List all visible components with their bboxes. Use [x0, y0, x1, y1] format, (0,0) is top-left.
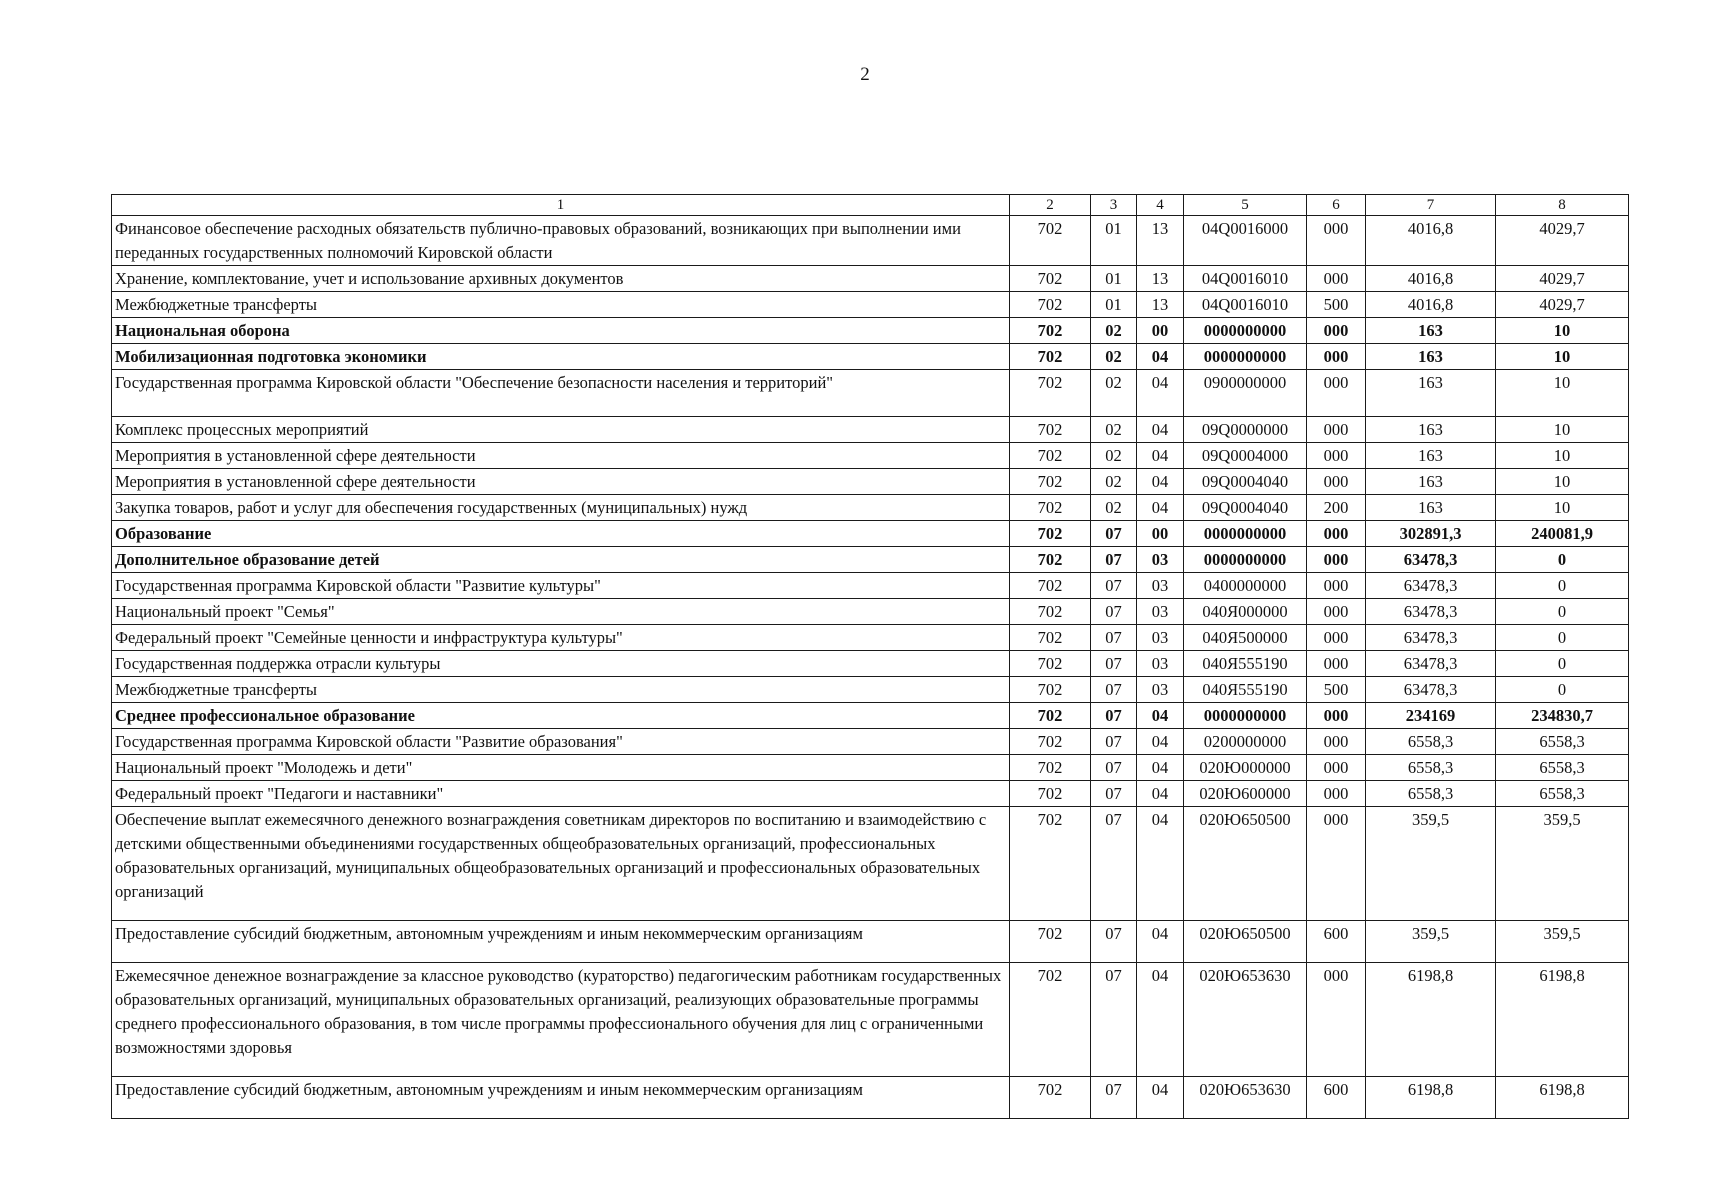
row-subsection: 03 [1137, 573, 1184, 599]
row-expense-type: 000 [1307, 417, 1366, 443]
row-code-ministry: 702 [1010, 344, 1091, 370]
table-row [112, 755, 1629, 781]
row-section: 07 [1091, 547, 1137, 573]
row-amount-2: 10 [1496, 495, 1629, 521]
row-name: Федеральный проект "Педагоги и наставники" [112, 781, 1010, 807]
row-name: Обеспечение выплат ежемесячного денежного вознаграждения советникам директоров по воспитанию и взаимодействию с детскими общественными объединениями государственных общеобразовательных организаций, профессиональных образовательных организаций, муниципальных общеобразовательных организаций и профессиональных образовательных организаций [112, 807, 1010, 921]
column-header: 7 [1366, 195, 1496, 216]
row-code-ministry: 702 [1010, 469, 1091, 495]
row-amount-1: 302891,3 [1366, 521, 1496, 547]
row-code-ministry: 702 [1010, 677, 1091, 703]
row-code-ministry: 702 [1010, 755, 1091, 781]
row-subsection: 04 [1137, 370, 1184, 417]
row-name: Образование [112, 521, 1010, 547]
column-header: 5 [1184, 195, 1307, 216]
row-section: 07 [1091, 921, 1137, 963]
row-target-article: 0200000000 [1184, 729, 1307, 755]
row-amount-1: 163 [1366, 370, 1496, 417]
row-amount-2: 10 [1496, 443, 1629, 469]
row-target-article: 09Q0000000 [1184, 417, 1307, 443]
row-name: Комплекс процессных мероприятий [112, 417, 1010, 443]
row-subsection: 00 [1137, 521, 1184, 547]
row-amount-1: 63478,3 [1366, 573, 1496, 599]
row-amount-1: 359,5 [1366, 807, 1496, 921]
row-expense-type: 000 [1307, 216, 1366, 266]
table-row [112, 651, 1629, 677]
row-name: Закупка товаров, работ и услуг для обеспечения государственных (муниципальных) нужд [112, 495, 1010, 521]
table-row [112, 781, 1629, 807]
row-amount-2: 6558,3 [1496, 781, 1629, 807]
row-section: 02 [1091, 318, 1137, 344]
row-amount-2: 10 [1496, 469, 1629, 495]
row-amount-2: 6558,3 [1496, 755, 1629, 781]
row-expense-type: 000 [1307, 651, 1366, 677]
table-row [112, 963, 1629, 1077]
row-amount-2: 6198,8 [1496, 963, 1629, 1077]
table-row [112, 521, 1629, 547]
row-amount-2: 359,5 [1496, 921, 1629, 963]
row-target-article: 0900000000 [1184, 370, 1307, 417]
row-amount-1: 163 [1366, 417, 1496, 443]
row-code-ministry: 702 [1010, 370, 1091, 417]
row-subsection: 04 [1137, 1077, 1184, 1119]
row-subsection: 13 [1137, 216, 1184, 266]
row-section: 07 [1091, 651, 1137, 677]
row-code-ministry: 702 [1010, 963, 1091, 1077]
row-expense-type: 000 [1307, 469, 1366, 495]
row-code-ministry: 702 [1010, 703, 1091, 729]
row-target-article: 020Ю600000 [1184, 781, 1307, 807]
row-expense-type: 500 [1307, 292, 1366, 318]
row-name: Государственная программа Кировской области "Развитие культуры" [112, 573, 1010, 599]
table-row [112, 266, 1629, 292]
row-subsection: 04 [1137, 807, 1184, 921]
row-target-article: 09Q0004040 [1184, 495, 1307, 521]
row-section: 02 [1091, 443, 1137, 469]
row-expense-type: 000 [1307, 266, 1366, 292]
row-amount-2: 240081,9 [1496, 521, 1629, 547]
row-amount-1: 63478,3 [1366, 677, 1496, 703]
table-row [112, 292, 1629, 318]
row-expense-type: 000 [1307, 547, 1366, 573]
table-row [112, 216, 1629, 266]
row-code-ministry: 702 [1010, 318, 1091, 344]
row-amount-1: 63478,3 [1366, 625, 1496, 651]
row-code-ministry: 702 [1010, 1077, 1091, 1119]
row-section: 07 [1091, 625, 1137, 651]
row-amount-1: 63478,3 [1366, 651, 1496, 677]
row-amount-2: 0 [1496, 677, 1629, 703]
row-section: 01 [1091, 216, 1137, 266]
row-amount-2: 10 [1496, 417, 1629, 443]
row-name: Государственная программа Кировской области "Развитие образования" [112, 729, 1010, 755]
row-target-article: 020Ю000000 [1184, 755, 1307, 781]
table-row [112, 370, 1629, 417]
row-target-article: 04Q0016010 [1184, 266, 1307, 292]
table-row [112, 729, 1629, 755]
row-code-ministry: 702 [1010, 216, 1091, 266]
row-code-ministry: 702 [1010, 443, 1091, 469]
row-section: 07 [1091, 781, 1137, 807]
table-row [112, 921, 1629, 963]
table-row [112, 1077, 1629, 1119]
row-target-article: 020Ю653630 [1184, 963, 1307, 1077]
row-target-article: 0000000000 [1184, 344, 1307, 370]
column-header: 3 [1091, 195, 1137, 216]
row-subsection: 04 [1137, 417, 1184, 443]
table-row [112, 547, 1629, 573]
row-name: Предоставление субсидий бюджетным, автономным учреждениям и иным некоммерческим организациям [112, 921, 1010, 963]
row-subsection: 04 [1137, 344, 1184, 370]
row-amount-1: 163 [1366, 495, 1496, 521]
row-amount-2: 4029,7 [1496, 292, 1629, 318]
row-amount-1: 63478,3 [1366, 547, 1496, 573]
table-row [112, 807, 1629, 921]
table-row [112, 599, 1629, 625]
row-code-ministry: 702 [1010, 266, 1091, 292]
row-amount-2: 359,5 [1496, 807, 1629, 921]
row-amount-1: 6198,8 [1366, 963, 1496, 1077]
row-expense-type: 000 [1307, 703, 1366, 729]
row-code-ministry: 702 [1010, 729, 1091, 755]
row-subsection: 03 [1137, 677, 1184, 703]
row-subsection: 04 [1137, 781, 1184, 807]
row-code-ministry: 702 [1010, 599, 1091, 625]
row-name: Мероприятия в установленной сфере деятельности [112, 443, 1010, 469]
row-code-ministry: 702 [1010, 921, 1091, 963]
row-name: Хранение, комплектование, учет и использование архивных документов [112, 266, 1010, 292]
row-target-article: 04Q0016000 [1184, 216, 1307, 266]
table-row [112, 417, 1629, 443]
row-section: 07 [1091, 755, 1137, 781]
row-amount-2: 0 [1496, 651, 1629, 677]
row-amount-2: 0 [1496, 625, 1629, 651]
row-section: 02 [1091, 495, 1137, 521]
row-code-ministry: 702 [1010, 807, 1091, 921]
row-subsection: 03 [1137, 651, 1184, 677]
row-expense-type: 000 [1307, 755, 1366, 781]
row-section: 02 [1091, 344, 1137, 370]
row-expense-type: 000 [1307, 625, 1366, 651]
row-subsection: 03 [1137, 625, 1184, 651]
table-row [112, 344, 1629, 370]
row-name: Федеральный проект "Семейные ценности и инфраструктура культуры" [112, 625, 1010, 651]
row-amount-1: 4016,8 [1366, 266, 1496, 292]
row-section: 01 [1091, 292, 1137, 318]
row-target-article: 040Я500000 [1184, 625, 1307, 651]
row-name: Дополнительное образование детей [112, 547, 1010, 573]
row-name: Предоставление субсидий бюджетным, автономным учреждениям и иным некоммерческим организациям [112, 1077, 1010, 1119]
row-name: Финансовое обеспечение расходных обязательств публично-правовых образований, возникающих при выполнении ими переданных государственных полномочий Кировской области [112, 216, 1010, 266]
row-target-article: 0000000000 [1184, 703, 1307, 729]
row-target-article: 020Ю653630 [1184, 1077, 1307, 1119]
row-code-ministry: 702 [1010, 625, 1091, 651]
row-name: Национальный проект "Молодежь и дети" [112, 755, 1010, 781]
row-section: 07 [1091, 573, 1137, 599]
row-amount-2: 234830,7 [1496, 703, 1629, 729]
row-subsection: 04 [1137, 729, 1184, 755]
row-amount-2: 10 [1496, 344, 1629, 370]
row-expense-type: 000 [1307, 599, 1366, 625]
row-expense-type: 000 [1307, 573, 1366, 599]
row-code-ministry: 702 [1010, 781, 1091, 807]
row-expense-type: 000 [1307, 807, 1366, 921]
row-expense-type: 000 [1307, 344, 1366, 370]
row-amount-2: 4029,7 [1496, 216, 1629, 266]
row-amount-1: 6558,3 [1366, 729, 1496, 755]
row-name: Среднее профессиональное образование [112, 703, 1010, 729]
row-expense-type: 200 [1307, 495, 1366, 521]
row-subsection: 04 [1137, 703, 1184, 729]
row-name: Межбюджетные трансферты [112, 677, 1010, 703]
row-subsection: 04 [1137, 495, 1184, 521]
table-row [112, 469, 1629, 495]
row-section: 02 [1091, 417, 1137, 443]
row-expense-type: 000 [1307, 370, 1366, 417]
row-target-article: 0400000000 [1184, 573, 1307, 599]
table-header-row [112, 195, 1629, 216]
row-code-ministry: 702 [1010, 547, 1091, 573]
row-subsection: 13 [1137, 292, 1184, 318]
row-amount-1: 163 [1366, 469, 1496, 495]
table-row [112, 495, 1629, 521]
row-amount-1: 4016,8 [1366, 216, 1496, 266]
row-target-article: 020Ю650500 [1184, 807, 1307, 921]
row-amount-1: 63478,3 [1366, 599, 1496, 625]
row-amount-1: 163 [1366, 344, 1496, 370]
column-header: 4 [1137, 195, 1184, 216]
row-code-ministry: 702 [1010, 292, 1091, 318]
row-subsection: 04 [1137, 921, 1184, 963]
row-expense-type: 000 [1307, 963, 1366, 1077]
column-header: 2 [1010, 195, 1091, 216]
table-row [112, 318, 1629, 344]
row-expense-type: 000 [1307, 521, 1366, 547]
row-amount-2: 10 [1496, 370, 1629, 417]
row-expense-type: 000 [1307, 318, 1366, 344]
row-code-ministry: 702 [1010, 521, 1091, 547]
table-row [112, 703, 1629, 729]
column-header: 1 [112, 195, 1010, 216]
row-amount-1: 163 [1366, 318, 1496, 344]
row-target-article: 040Я555190 [1184, 651, 1307, 677]
table-row [112, 443, 1629, 469]
row-section: 07 [1091, 1077, 1137, 1119]
row-subsection: 03 [1137, 547, 1184, 573]
row-section: 02 [1091, 370, 1137, 417]
row-name: Национальный проект "Семья" [112, 599, 1010, 625]
row-target-article: 0000000000 [1184, 521, 1307, 547]
row-amount-2: 4029,7 [1496, 266, 1629, 292]
row-name: Ежемесячное денежное вознаграждение за классное руководство (кураторство) педагогическим работникам государственных образовательных организаций, муниципальных образовательных организаций, реализующих образовательные программы среднего профессионального образования, в том числе программы профессионального обучения для лиц с ограниченными возможностями здоровья [112, 963, 1010, 1077]
row-code-ministry: 702 [1010, 573, 1091, 599]
row-expense-type: 000 [1307, 729, 1366, 755]
row-subsection: 00 [1137, 318, 1184, 344]
row-amount-2: 6198,8 [1496, 1077, 1629, 1119]
row-amount-1: 6558,3 [1366, 781, 1496, 807]
row-amount-2: 0 [1496, 547, 1629, 573]
row-target-article: 09Q0004040 [1184, 469, 1307, 495]
budget-table [111, 194, 1629, 1119]
row-subsection: 04 [1137, 755, 1184, 781]
row-section: 07 [1091, 963, 1137, 1077]
row-subsection: 03 [1137, 599, 1184, 625]
row-amount-2: 0 [1496, 599, 1629, 625]
row-amount-1: 4016,8 [1366, 292, 1496, 318]
table-row [112, 677, 1629, 703]
row-amount-2: 6558,3 [1496, 729, 1629, 755]
row-target-article: 0000000000 [1184, 318, 1307, 344]
row-subsection: 13 [1137, 266, 1184, 292]
row-section: 07 [1091, 729, 1137, 755]
row-name: Мобилизационная подготовка экономики [112, 344, 1010, 370]
row-code-ministry: 702 [1010, 495, 1091, 521]
column-header: 6 [1307, 195, 1366, 216]
row-expense-type: 600 [1307, 921, 1366, 963]
row-target-article: 020Ю650500 [1184, 921, 1307, 963]
table-row [112, 573, 1629, 599]
page-number: 2 [860, 64, 870, 85]
row-target-article: 040Я000000 [1184, 599, 1307, 625]
row-name: Национальная оборона [112, 318, 1010, 344]
row-section: 07 [1091, 521, 1137, 547]
row-name: Государственная программа Кировской области "Обеспечение безопасности населения и территорий" [112, 370, 1010, 417]
row-name: Межбюджетные трансферты [112, 292, 1010, 318]
row-target-article: 09Q0004000 [1184, 443, 1307, 469]
row-expense-type: 600 [1307, 1077, 1366, 1119]
row-amount-2: 0 [1496, 573, 1629, 599]
row-amount-2: 10 [1496, 318, 1629, 344]
row-subsection: 04 [1137, 469, 1184, 495]
row-section: 02 [1091, 469, 1137, 495]
row-amount-1: 163 [1366, 443, 1496, 469]
row-subsection: 04 [1137, 963, 1184, 1077]
row-code-ministry: 702 [1010, 417, 1091, 443]
row-target-article: 0000000000 [1184, 547, 1307, 573]
row-expense-type: 500 [1307, 677, 1366, 703]
row-section: 01 [1091, 266, 1137, 292]
row-target-article: 04Q0016010 [1184, 292, 1307, 318]
column-header: 8 [1496, 195, 1629, 216]
row-section: 07 [1091, 703, 1137, 729]
table-row [112, 625, 1629, 651]
row-target-article: 040Я555190 [1184, 677, 1307, 703]
row-name: Мероприятия в установленной сфере деятельности [112, 469, 1010, 495]
row-amount-1: 359,5 [1366, 921, 1496, 963]
row-expense-type: 000 [1307, 443, 1366, 469]
row-section: 07 [1091, 677, 1137, 703]
row-amount-1: 6198,8 [1366, 1077, 1496, 1119]
row-subsection: 04 [1137, 443, 1184, 469]
row-name: Государственная поддержка отрасли культуры [112, 651, 1010, 677]
row-code-ministry: 702 [1010, 651, 1091, 677]
row-section: 07 [1091, 599, 1137, 625]
row-expense-type: 000 [1307, 781, 1366, 807]
row-section: 07 [1091, 807, 1137, 921]
row-amount-1: 6558,3 [1366, 755, 1496, 781]
row-amount-1: 234169 [1366, 703, 1496, 729]
